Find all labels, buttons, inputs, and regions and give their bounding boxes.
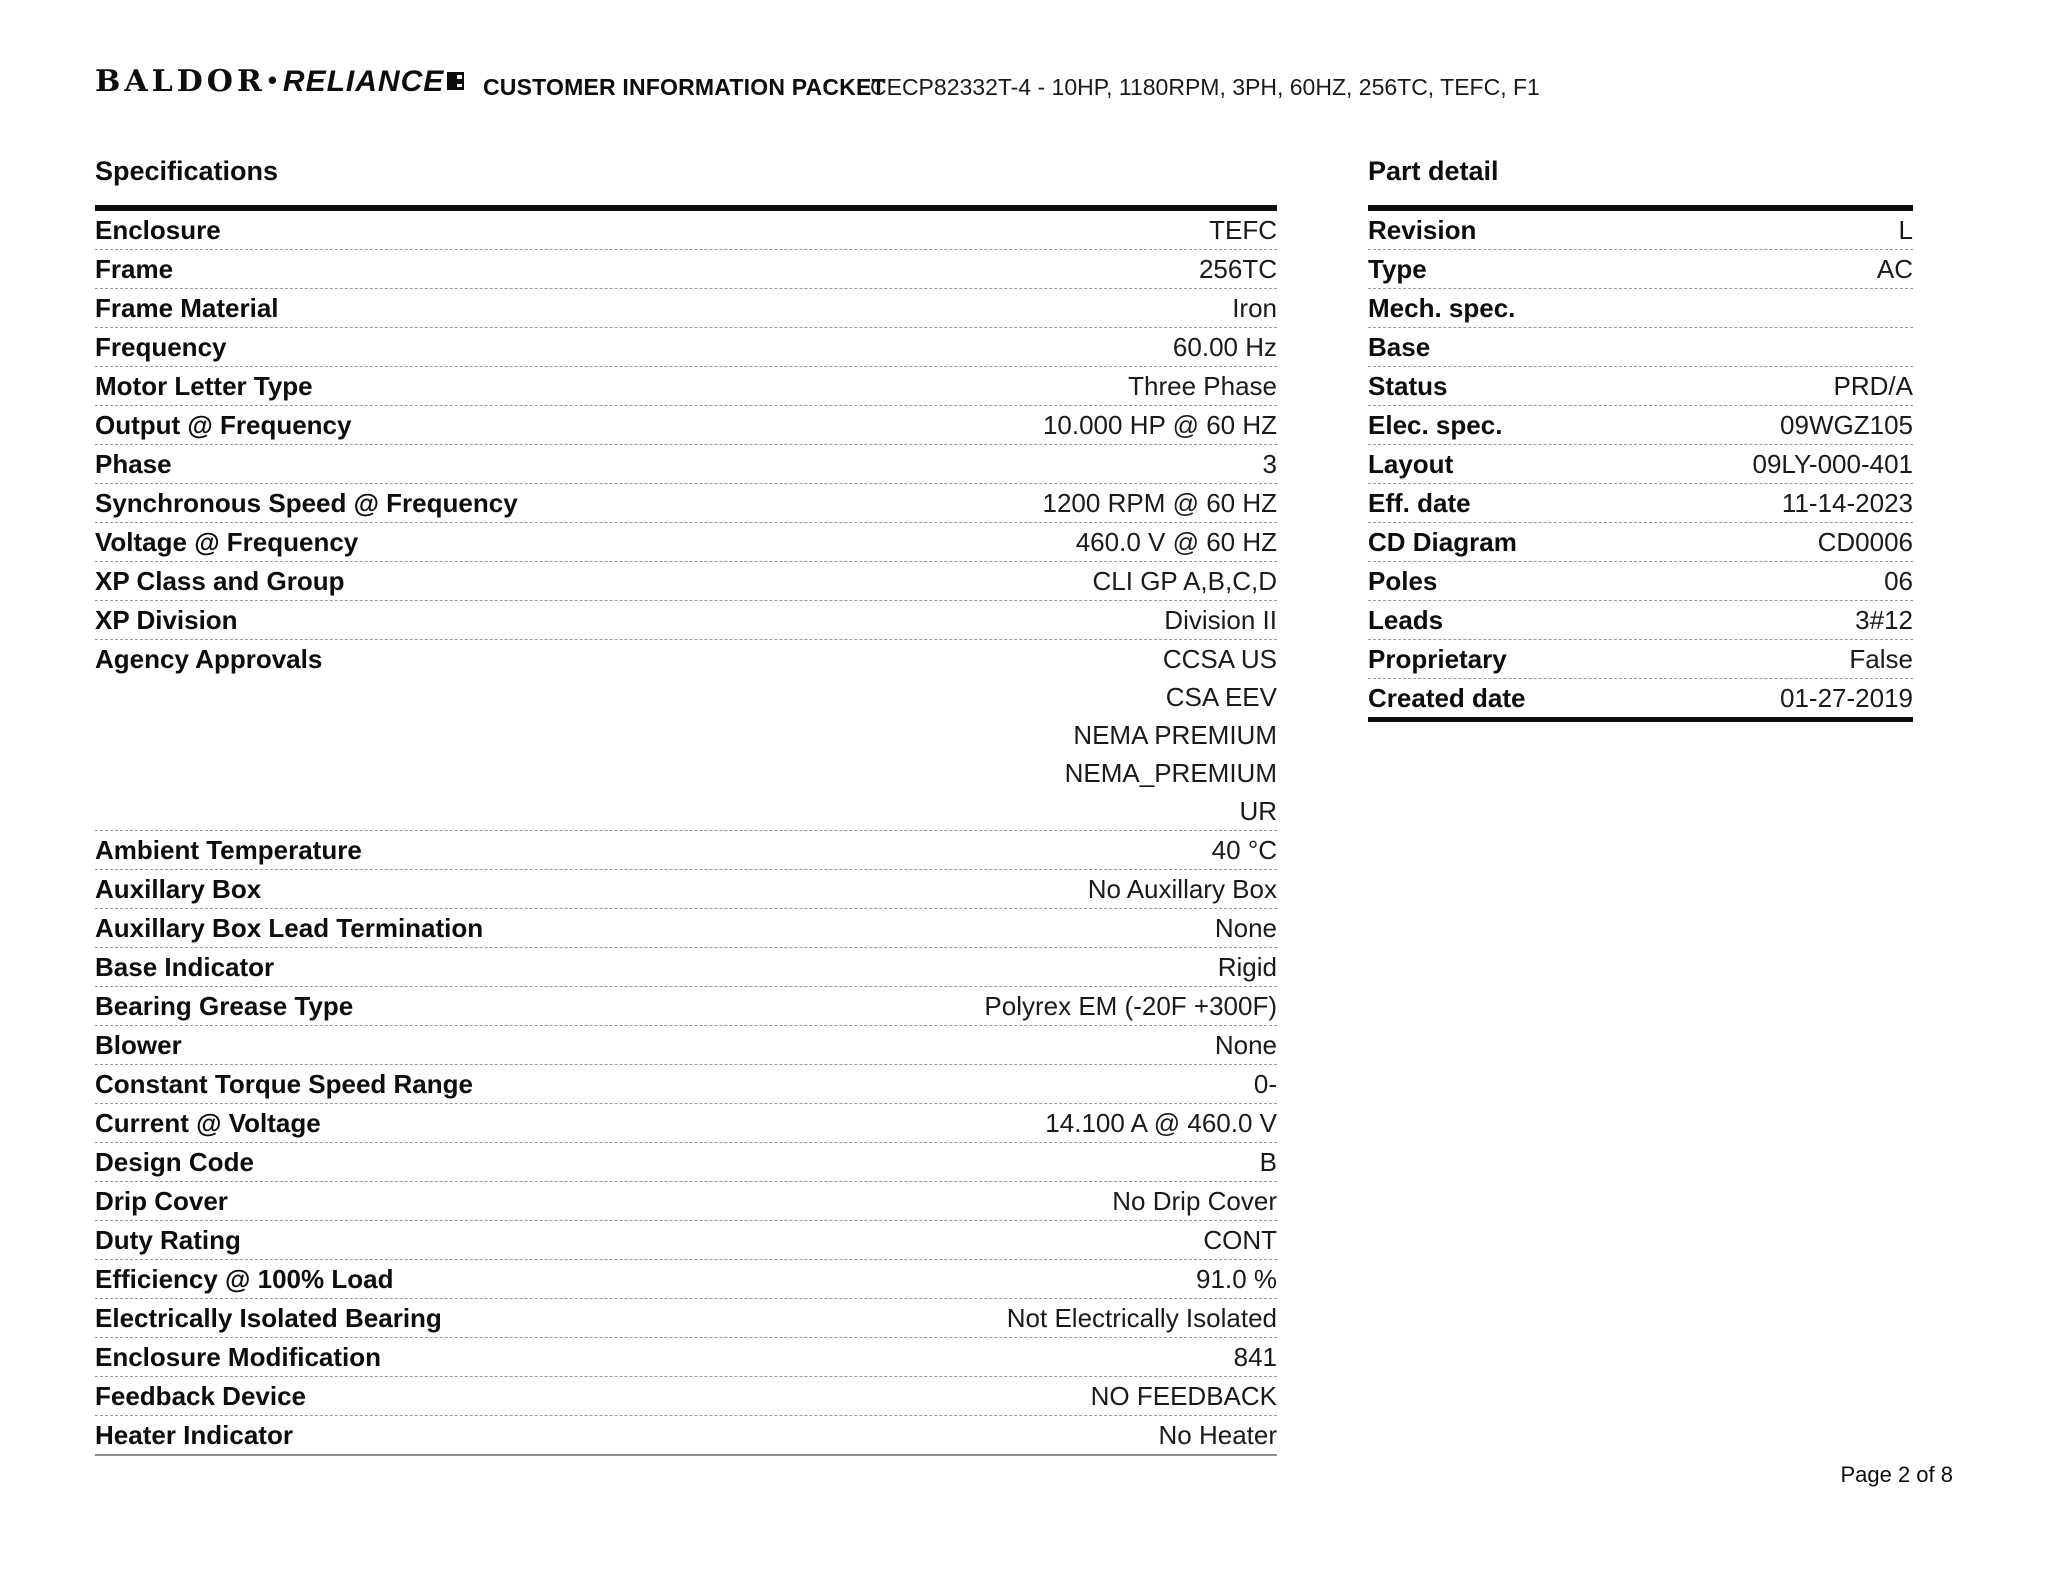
- spec-value: [1043, 484, 1277, 522]
- spec-value-line: NO FEEDBACK: [1090, 1381, 1277, 1411]
- logo-reliance-text: RELIANCE: [282, 65, 445, 98]
- spec-value: [1128, 367, 1277, 405]
- part-value: [1877, 250, 1913, 288]
- part-value: [1849, 640, 1913, 678]
- part-value: [1899, 211, 1913, 249]
- spec-value: [1112, 1182, 1277, 1220]
- spec-label: Motor Letter Type: [95, 371, 313, 401]
- part-label: Base: [1368, 332, 1431, 362]
- spec-value: [1043, 406, 1277, 444]
- part-value: [1884, 562, 1913, 600]
- part-label: Mech. spec.: [1368, 293, 1516, 323]
- part-value-line: CD0006: [1817, 527, 1913, 557]
- spec-row: [95, 1182, 1277, 1221]
- spec-value-line: CLI GP A,B,C,D: [1092, 566, 1277, 596]
- spec-value-line: 40 °C: [1211, 835, 1277, 865]
- spec-value: [1203, 1221, 1277, 1259]
- spec-label: Output @ Frequency: [95, 410, 352, 440]
- spec-value: [1215, 909, 1277, 947]
- spec-value-line: 14.100 A @ 460.0 V: [1045, 1108, 1277, 1138]
- spec-value: [1076, 523, 1277, 561]
- baldor-reliance-logo: [95, 64, 464, 99]
- spec-row: [95, 406, 1277, 445]
- spec-row: [95, 523, 1277, 562]
- spec-label: Current @ Voltage: [95, 1108, 321, 1138]
- part-value-line: 09LY-000-401: [1752, 449, 1913, 479]
- part-row: [1368, 367, 1913, 406]
- spec-row: [95, 1416, 1277, 1454]
- spec-row: [95, 367, 1277, 406]
- spec-row: [95, 1221, 1277, 1260]
- spec-value: [1260, 1143, 1277, 1181]
- part-value-line: 01-27-2019: [1780, 683, 1913, 713]
- spec-value-line: Polyrex EM (-20F +300F): [984, 991, 1277, 1021]
- part-detail-table: [1368, 205, 1913, 722]
- spec-label: Auxillary Box: [95, 874, 262, 904]
- spec-row: [95, 484, 1277, 523]
- part-label: Leads: [1368, 605, 1444, 635]
- spec-label: Agency Approvals: [95, 644, 323, 674]
- spec-label: Blower: [95, 1030, 182, 1060]
- spec-row: [95, 831, 1277, 870]
- spec-label: Auxillary Box Lead Termination: [95, 913, 484, 943]
- spec-value: [1091, 1377, 1277, 1415]
- spec-row: [95, 909, 1277, 948]
- spec-label: Constant Torque Speed Range: [95, 1069, 473, 1099]
- spec-label: Ambient Temperature: [95, 835, 362, 865]
- spec-label: XP Class and Group: [95, 566, 345, 596]
- spec-label: Synchronous Speed @ Frequency: [95, 488, 518, 518]
- part-value: [1855, 601, 1913, 639]
- part-label: Elec. spec.: [1368, 410, 1503, 440]
- logo-baldor-text: BALDOR: [95, 64, 266, 99]
- part-value: [1753, 445, 1913, 483]
- spec-row: [95, 601, 1277, 640]
- spec-value: [1159, 1416, 1278, 1454]
- spec-value-line: Division II: [1164, 605, 1277, 635]
- spec-row: [95, 1065, 1277, 1104]
- part-label: Revision: [1368, 215, 1477, 245]
- spec-value: [1007, 1299, 1277, 1337]
- spec-label: XP Division: [95, 605, 238, 635]
- part-label: Poles: [1368, 566, 1438, 596]
- spec-value-line: No Heater: [1158, 1420, 1277, 1450]
- spec-row: [95, 250, 1277, 289]
- spec-value: [1263, 445, 1277, 483]
- page-number: Page 2 of 8: [1840, 1462, 1953, 1487]
- spec-value-line: Three Phase: [1128, 371, 1277, 401]
- spec-value-line: TEFC: [1209, 215, 1277, 245]
- spec-value: [1215, 1026, 1277, 1064]
- part-label: Eff. date: [1368, 488, 1471, 518]
- spec-label: Drip Cover: [95, 1186, 228, 1216]
- part-value: [1782, 484, 1913, 522]
- spec-label: Enclosure: [95, 215, 221, 245]
- spec-value-line: 841: [1233, 1342, 1277, 1372]
- spec-value: [1065, 640, 1277, 830]
- spec-row: [95, 1026, 1277, 1065]
- spec-value-line: 256TC: [1198, 254, 1277, 284]
- spec-value: [1234, 1338, 1277, 1376]
- part-value: [1780, 679, 1913, 717]
- part-row: [1368, 328, 1913, 367]
- spec-label: Duty Rating: [95, 1225, 241, 1255]
- part-detail-title: Part detail: [1368, 156, 1499, 186]
- spec-label: Heater Indicator: [95, 1420, 293, 1450]
- packet-title: CUSTOMER INFORMATION PACKET: [483, 74, 886, 100]
- part-row: [1368, 211, 1913, 250]
- spec-row: [95, 640, 1277, 831]
- spec-row: [95, 1104, 1277, 1143]
- spec-value-line: CSA EEV: [1165, 682, 1277, 712]
- spec-row: [95, 987, 1277, 1026]
- spec-value-line: NEMA_PREMIUM: [1064, 758, 1277, 788]
- part-value: [1818, 523, 1913, 561]
- spec-label: Enclosure Modification: [95, 1342, 382, 1372]
- spec-label: Bearing Grease Type: [95, 991, 354, 1021]
- catalog-part-code: CECP82332T-4 - 10HP, 1180RPM, 3PH, 60HZ, 256TC, TEFC, F1: [870, 74, 1540, 100]
- part-row: [1368, 640, 1913, 679]
- spec-value: [1212, 831, 1277, 869]
- spec-value: [1088, 870, 1277, 908]
- part-value-line: 11-14-2023: [1781, 488, 1913, 518]
- spec-value-line: None: [1214, 1030, 1277, 1060]
- spec-value-line: CCSA US: [1162, 644, 1277, 674]
- spec-value: [1218, 948, 1277, 986]
- part-value: [1834, 367, 1913, 405]
- spec-value-line: 60.00 Hz: [1172, 332, 1277, 362]
- part-label: Created date: [1368, 683, 1526, 713]
- logo-trademark-icon: [447, 72, 464, 90]
- part-value-line: False: [1849, 644, 1913, 674]
- part-value-line: 3#12: [1855, 605, 1913, 635]
- part-label: Status: [1368, 371, 1448, 401]
- spec-label: Feedback Device: [95, 1381, 307, 1411]
- spec-row: [95, 445, 1277, 484]
- spec-value: [1209, 211, 1277, 249]
- part-row: [1368, 406, 1913, 445]
- spec-value: [1164, 601, 1277, 639]
- part-row: [1368, 562, 1913, 601]
- spec-value-line: Iron: [1232, 293, 1277, 323]
- part-row: [1368, 679, 1913, 717]
- spec-value-line: 1200 RPM @ 60 HZ: [1042, 488, 1277, 518]
- part-row: [1368, 523, 1913, 562]
- spec-value-line: 10.000 HP @ 60 HZ: [1042, 410, 1277, 440]
- spec-row: [95, 1143, 1277, 1182]
- spec-value-line: No Auxillary Box: [1087, 874, 1277, 904]
- spec-label: Frame: [95, 254, 174, 284]
- spec-value-line: 460.0 V @ 60 HZ: [1075, 527, 1277, 557]
- spec-row: [95, 562, 1277, 601]
- part-row: [1368, 484, 1913, 523]
- part-value-line: 09WGZ105: [1780, 410, 1913, 440]
- part-value-line: L: [1898, 215, 1913, 245]
- spec-value: [1232, 289, 1277, 327]
- part-label: Layout: [1368, 449, 1454, 479]
- spec-label: Voltage @ Frequency: [95, 527, 359, 557]
- spec-value-line: NEMA PREMIUM: [1073, 720, 1277, 750]
- part-label: Proprietary: [1368, 644, 1507, 674]
- spec-value-line: CONT: [1203, 1225, 1277, 1255]
- spec-row: [95, 870, 1277, 909]
- part-label: CD Diagram: [1368, 527, 1517, 557]
- spec-label: Efficiency @ 100% Load: [95, 1264, 394, 1294]
- spec-row: [95, 1260, 1277, 1299]
- part-value: [1780, 406, 1913, 444]
- logo-dot-separator: •: [267, 65, 277, 95]
- part-value-line: AC: [1876, 254, 1913, 284]
- spec-value-line: Not Electrically Isolated: [1006, 1303, 1277, 1333]
- spec-label: Design Code: [95, 1147, 254, 1177]
- spec-value-line: No Drip Cover: [1112, 1186, 1277, 1216]
- spec-label: Frequency: [95, 332, 227, 362]
- spec-row: [95, 328, 1277, 367]
- spec-value: [1254, 1065, 1277, 1103]
- spec-value: [1173, 328, 1277, 366]
- spec-row: [95, 289, 1277, 328]
- spec-label: Frame Material: [95, 293, 279, 323]
- spec-value: [1196, 1260, 1277, 1298]
- spec-row: [95, 948, 1277, 987]
- spec-value-line: 91.0 %: [1196, 1264, 1277, 1294]
- spec-row: [95, 1338, 1277, 1377]
- part-row: [1368, 289, 1913, 328]
- spec-value: [1199, 250, 1277, 288]
- spec-row: [95, 211, 1277, 250]
- spec-label: Electrically Isolated Bearing: [95, 1303, 442, 1333]
- spec-label: Phase: [95, 449, 172, 479]
- spec-label: Base Indicator: [95, 952, 275, 982]
- spec-value-line: Rigid: [1217, 952, 1277, 982]
- spec-value-line: 3: [1262, 449, 1277, 479]
- spec-value: [1045, 1104, 1277, 1142]
- spec-value: [1093, 562, 1277, 600]
- part-row: [1368, 601, 1913, 640]
- part-value-line: 06: [1884, 566, 1913, 596]
- spec-value: [984, 987, 1277, 1025]
- spec-value-line: 0-: [1253, 1069, 1277, 1099]
- part-row: [1368, 250, 1913, 289]
- specifications-title: Specifications: [95, 156, 279, 186]
- spec-row: [95, 1377, 1277, 1416]
- part-label: Type: [1368, 254, 1427, 284]
- spec-value-line: UR: [1239, 796, 1277, 826]
- spec-value-line: None: [1214, 913, 1277, 943]
- part-value-line: PRD/A: [1833, 371, 1913, 401]
- spec-value-line: B: [1259, 1147, 1277, 1177]
- part-row: [1368, 445, 1913, 484]
- specifications-table: [95, 205, 1277, 1456]
- spec-row: [95, 1299, 1277, 1338]
